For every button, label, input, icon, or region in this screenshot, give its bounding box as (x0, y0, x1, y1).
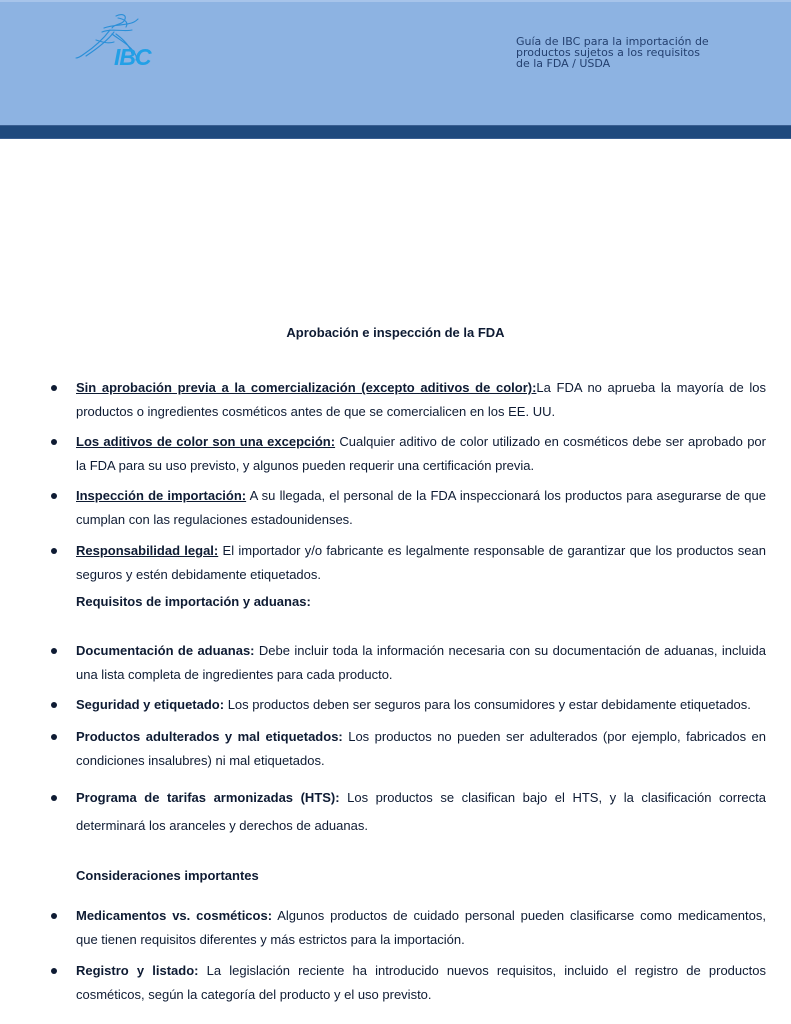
header-title-line: Guía de IBC para la importación de (516, 35, 709, 48)
list-item-lead: Responsabilidad legal: (76, 543, 219, 558)
bullet-icon (51, 795, 57, 801)
bullet-icon (51, 702, 57, 708)
list-item (76, 904, 766, 952)
section-title-fda-approval: Aprobación e inspección de la FDA (286, 325, 505, 340)
list-item (76, 959, 766, 1007)
bullet-icon (51, 493, 57, 499)
list-item (76, 430, 766, 478)
logo-text: IBC (114, 44, 151, 70)
bullet-icon (51, 548, 57, 554)
bullet-icon (51, 734, 57, 740)
list-item-text: Cualquier aditivo de color utilizado en cosméticos debe ser aprobado por la FDA para su uso previsto, y algunos pueden requerir una certificación previa. (76, 434, 766, 473)
list-item-text: Debe incluir toda la información necesaria con su documentación de aduanas, incluida una lista completa de ingredientes para cada producto. (76, 643, 766, 682)
list-item-lead: Registro y listado: (76, 963, 199, 978)
bullet-icon (51, 385, 57, 391)
list-item-lead: Documentación de aduanas: (76, 643, 255, 658)
document-header-title (516, 36, 736, 69)
list-item (76, 539, 766, 587)
header-title-line: productos sujetos a los requisitos (516, 46, 700, 59)
list-item-text: A su llegada, el personal de la FDA inspeccionará los productos para asegurarse de que cumplan con las regulaciones estadounidenses. (76, 488, 766, 527)
section-title-important-considerations: Consideraciones importantes (76, 868, 259, 883)
bullet-icon (51, 968, 57, 974)
section-title-import-customs: Requisitos de importación y aduanas: (76, 594, 311, 609)
list-item (76, 639, 766, 687)
bullet-icon (51, 913, 57, 919)
list-item-lead: Sin aprobación previa a la comercialización (excepto aditivos de color): (76, 380, 537, 395)
list-item-lead: Inspección de importación: (76, 488, 247, 503)
list-item-text: Los productos deben ser seguros para los consumidores y estar debidamente etiquetados. (224, 697, 751, 712)
list-item-lead: Seguridad y etiquetado: (76, 697, 225, 712)
bullet-icon (51, 439, 57, 445)
ibc-logo (74, 10, 164, 74)
list-item-text: La FDA no aprueba la mayoría de los productos o ingredientes cosméticos antes de que se comercialicen en los EE. UU. (76, 380, 766, 419)
list-item-text: Algunos productos de cuidado personal pueden clasificarse como medicamentos, que tienen requisitos diferentes y más estrictos para la importación. (76, 908, 766, 947)
list-item (76, 693, 766, 717)
list-item (76, 376, 766, 424)
list-item-text: Los productos se clasifican bajo el HTS, y la clasificación correcta determinará los aranceles y derechos de aduanas. (76, 790, 766, 833)
bullet-icon (51, 648, 57, 654)
list-item (76, 484, 766, 532)
list-item-text: Los productos no pueden ser adulterados (por ejemplo, fabricados en condiciones insalubres) ni mal etiquetados. (76, 729, 767, 768)
header-title-line: de la FDA / USDA (516, 57, 611, 70)
list-item-lead: Productos adulterados y mal etiquetados: (76, 729, 343, 744)
list-item-lead: Medicamentos vs. cosméticos: (76, 908, 273, 923)
list-item-lead: Programa de tarifas armonizadas (HTS): (76, 790, 340, 805)
list-item (76, 784, 766, 840)
list-item (76, 725, 766, 773)
list-item-lead: Los aditivos de color son una excepción: (76, 434, 336, 449)
header-stripe (0, 125, 791, 139)
list-item-text: La legislación reciente ha introducido nuevos requisitos, incluido el registro de productos cosméticos, según la categoría del producto y el uso previsto. (76, 963, 766, 1002)
list-item-text: El importador y/o fabricante es legalmente responsable de garantizar que los productos sean seguros y estén debidamente etiquetados. (76, 543, 766, 582)
